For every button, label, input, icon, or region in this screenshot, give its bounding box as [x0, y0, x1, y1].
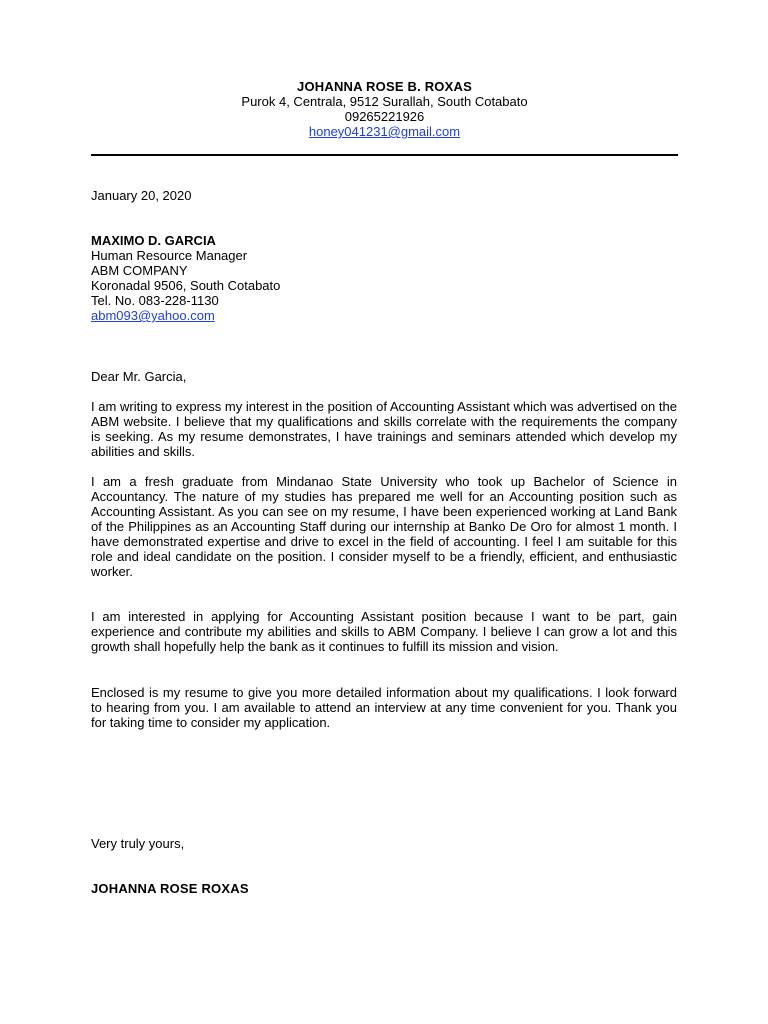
- salutation: Dear Mr. Garcia,: [91, 369, 187, 384]
- recipient-title: Human Resource Manager: [91, 248, 248, 263]
- recipient-name: MAXIMO D. GARCIA: [91, 233, 216, 248]
- recipient-block: [91, 233, 677, 323]
- closing: Very truly yours,: [91, 836, 185, 851]
- recipient-address: Koronadal 9506, South Cotabato: [91, 278, 281, 293]
- recipient-email-link[interactable]: abm093@yahoo.com: [91, 308, 215, 323]
- signature-name: JOHANNA ROSE ROXAS: [91, 881, 249, 896]
- body-paragraph-1: I am writing to express my interest in the position of Accounting Assistant which was advertised on the ABM website. I believe that my qualifications and skills correlate with the requirements the company is seeking. As my resume demonstrates, I have trainings and seminars attended which develop my abilities and skills.: [91, 399, 677, 459]
- sender-email-link[interactable]: honey041231@gmail.com: [308, 124, 461, 139]
- recipient-tel: Tel. No. 083-228-1130: [91, 293, 219, 308]
- sender-name: JOHANNA ROSE B. ROXAS: [297, 79, 472, 94]
- body-paragraph-2: I am a fresh graduate from Mindanao State University who took up Bachelor of Science in Accountancy. The nature of my studies has prepared me well for an Accounting position such as Accounting Assistant. As you can see on my resume, I have been experienced working at Land Bank of the Philippines as an Accounting Staff during our internship at Banko De Oro for almost 1 month. I have demonstrated expertise and drive to excel in the field of accounting. I feel I am suitable for this role and ideal candidate on the position. I consider myself to be a friendly, efficient, and enthusiastic worker.: [91, 474, 677, 579]
- letter-header: [91, 79, 678, 139]
- sender-phone: 09265221926: [344, 109, 425, 124]
- header-divider: [91, 154, 678, 156]
- letter-date: January 20, 2020: [91, 188, 192, 203]
- sender-address: Purok 4, Centrala, 9512 Surallah, South Cotabato: [241, 94, 528, 109]
- body-paragraph-4: Enclosed is my resume to give you more detailed information about my qualifications. I look forward to hearing from you. I am available to attend an interview at any time convenient for you. Thank you for taking time to consider my application.: [91, 685, 677, 730]
- recipient-company: ABM COMPANY: [91, 263, 188, 278]
- body-paragraph-3: I am interested in applying for Accounting Assistant position because I want to be part, gain experience and contribute my abilities and skills to ABM Company. I believe I can grow a lot and this growth shall hopefully help the bank as it continues to fulfill its mission and vision.: [91, 609, 677, 654]
